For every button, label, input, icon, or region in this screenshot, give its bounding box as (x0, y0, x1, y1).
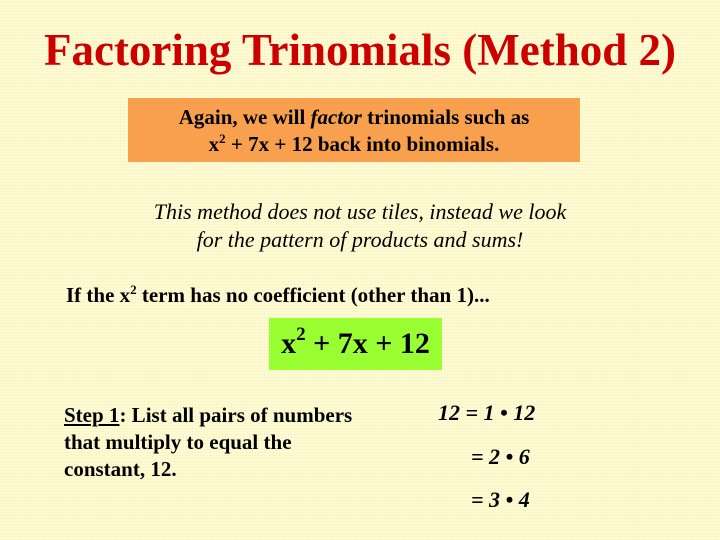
condition-text-part: term has no coefficient (other than 1)... (136, 283, 490, 307)
exponent: 2 (296, 324, 306, 345)
factor-pair: = 3 • 4 (471, 487, 530, 512)
intro-callout (128, 98, 580, 162)
trinomial-expression (269, 318, 442, 370)
condition-text-part: If the x (66, 283, 131, 307)
exponent: 2 (130, 282, 137, 297)
intro-line-2 (128, 131, 580, 158)
condition-text (66, 282, 490, 308)
intro-text: trinomials such as (361, 105, 530, 129)
intro-line-1 (128, 104, 580, 131)
slide-title: Factoring Trinomials (Method 2) (43, 25, 677, 75)
step-1-instruction (64, 402, 364, 483)
intro-text: Again, we will (178, 105, 311, 129)
intro-emphasis: factor (310, 105, 362, 129)
method-note-line: for the pattern of products and sums! (196, 227, 524, 252)
intro-text: + 7x + 12 back into binomials. (225, 132, 500, 156)
intro-text: x (208, 132, 220, 156)
exponent: 2 (219, 131, 226, 146)
step-label: Step 1 (64, 403, 120, 427)
factor-pair: = 2 • 6 (471, 444, 530, 469)
expression-part: x (281, 327, 297, 360)
method-note (0, 198, 720, 254)
expression-part: + 7x + 12 (305, 327, 430, 360)
method-note-line: This method does not use tiles, instead we look (153, 199, 567, 224)
factor-pair: 12 = 1 • 12 (438, 400, 536, 425)
step-text: : List all pairs of numbers that multiply to equal the constant, 12. (64, 403, 353, 481)
